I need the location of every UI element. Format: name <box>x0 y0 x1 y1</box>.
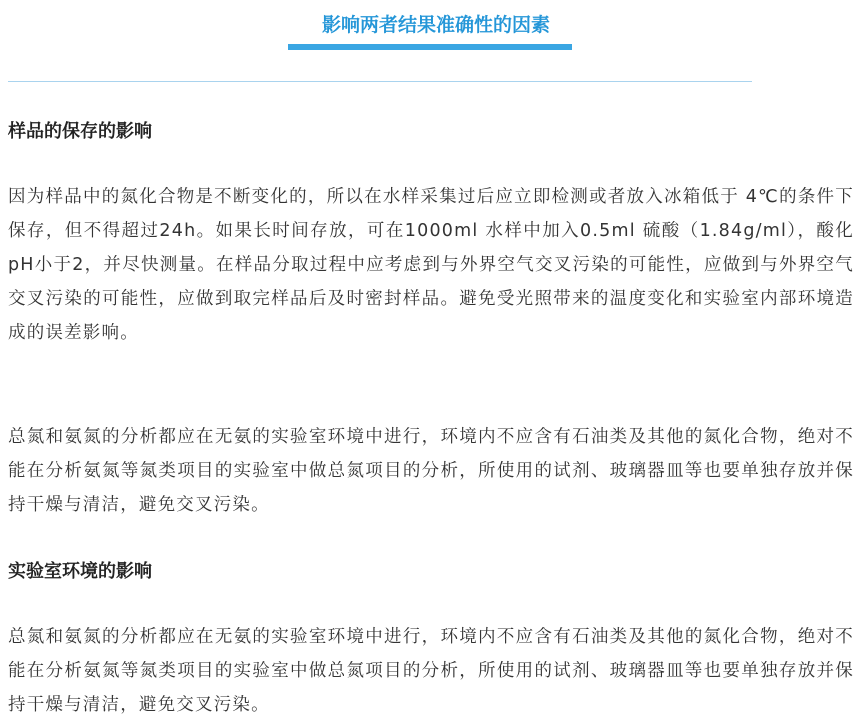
paragraph-nitrogen-analysis: 总氮和氨氮的分析都应在无氨的实验室环境中进行，环境内不应含有石油类及其他的氮化合物，绝对不能在分析氨氮等氮类项目的实验室中做总氮项目的分析，所使用的试剂、玻璃器皿等也要单独存放并保持干燥与清洁，避免交叉污染。 <box>8 427 854 515</box>
section-divider <box>8 81 752 82</box>
paragraph-lab-environment: 总氮和氨氮的分析都应在无氨的实验室环境中进行，环境内不应含有石油类及其他的氮化合物，绝对不能在分析氨氮等氮类项目的实验室中做总氮项目的分析，所使用的试剂、玻璃器皿等也要单独存放并保持干燥与清洁，避免交叉污染。 <box>8 627 854 715</box>
section-heading-lab-environment: 实验室环境的影响 <box>8 561 152 582</box>
section-heading-sample-storage: 样品的保存的影响 <box>8 121 152 142</box>
article-header <box>0 0 860 54</box>
page-title: 影响两者结果准确性的因素 <box>321 14 550 36</box>
paragraph-sample-storage: 因为样品中的氮化合物是不断变化的，所以在水样采集过后应立即检测或者放入冰箱低于 4℃的条件下保存，但不得超过24h。如果长时间存放，可在1000ml 水样中加入0.5ml 硫酸（1.84g/ml），酸化pH小于2，并尽快测量。在样品分取过程中应考虑到与外界空气交叉污染的可能性，应做到与外界空气交叉污染的可能性，应做到取完样品后及时密封样品。避免受光照带来的温度变化和实验室内部环境造成的误差影响。 <box>8 187 854 343</box>
title-underline <box>288 44 572 50</box>
